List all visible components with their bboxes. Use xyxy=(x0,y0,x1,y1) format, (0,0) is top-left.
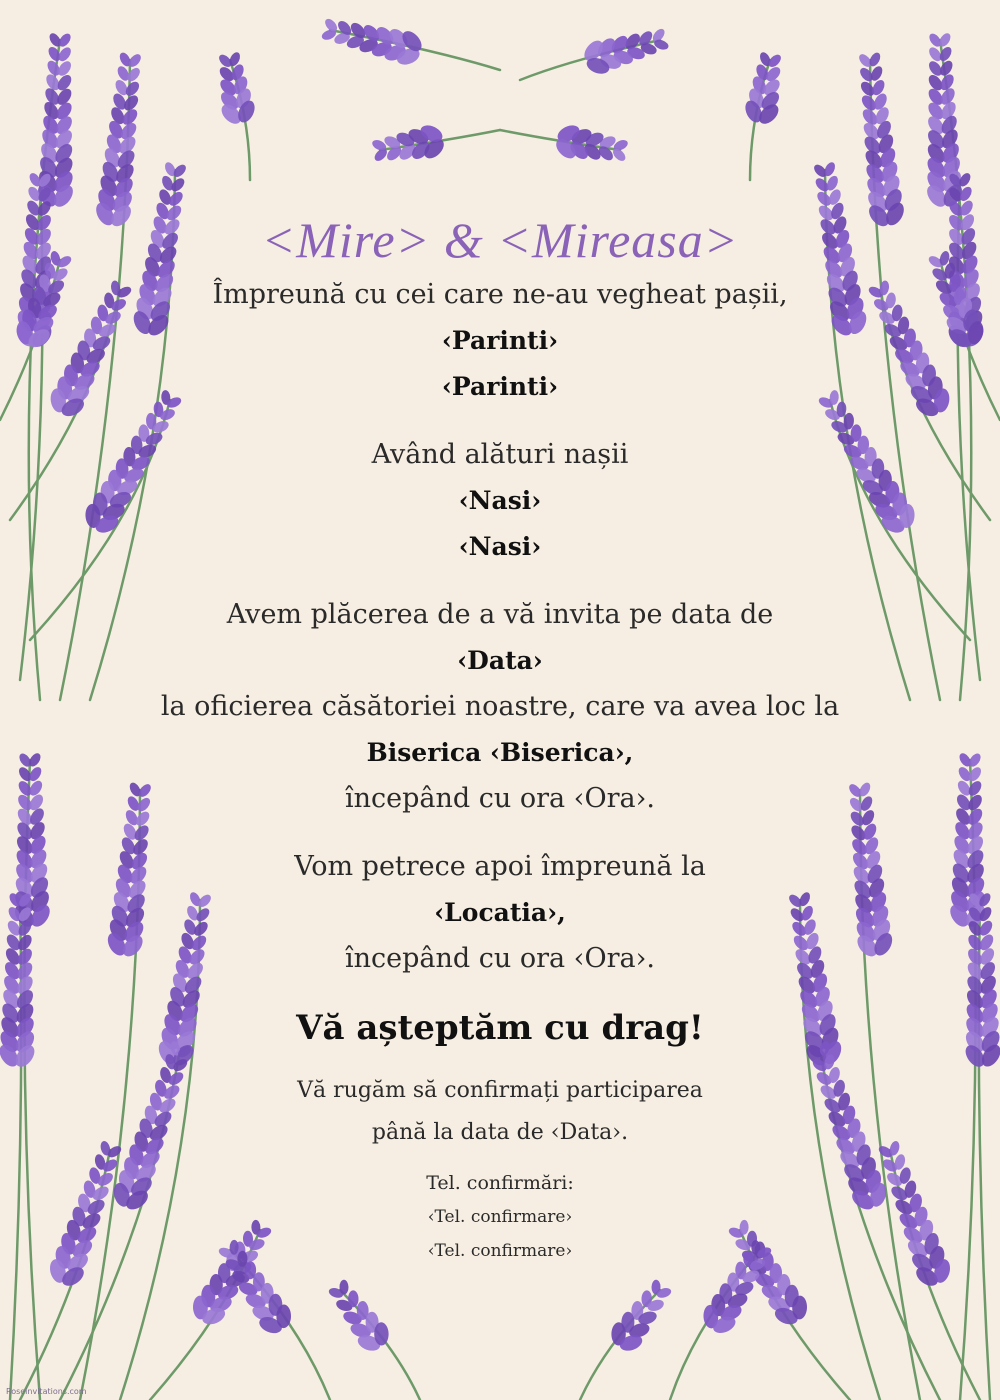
party-line: Vom petrece apoi împreună la xyxy=(294,851,706,882)
godparents-1: ‹Nasi› xyxy=(458,486,542,515)
intro-line: Împreună cu cei care ne-au vegheat pașii, xyxy=(212,279,788,310)
ceremony-line: la oficierea căsătoriei noastre, care va avea loc la xyxy=(160,691,840,722)
godparents-intro: Având alături nașii xyxy=(371,439,629,470)
rsvp-line-2: până la data de ‹Data›. xyxy=(371,1120,629,1145)
phone-1: ‹Tel. confirmare› xyxy=(427,1207,573,1227)
event-date: ‹Data› xyxy=(457,646,543,675)
phone-2: ‹Tel. confirmare› xyxy=(427,1241,573,1261)
party-time: începând cu ora ‹Ora›. xyxy=(344,943,655,974)
couple-names-title: <Mire> & <Mireasa> xyxy=(261,212,739,268)
church-name: Biserica ‹Biserica›, xyxy=(366,738,634,767)
parents-1: ‹Parinti› xyxy=(441,326,559,355)
closing-message: Vă așteptăm cu drag! xyxy=(296,1008,704,1048)
invite-line: Avem plăcerea de a vă invita pe data de xyxy=(226,599,774,630)
party-location: ‹Locatia›, xyxy=(434,898,566,927)
ceremony-time: începând cu ora ‹Ora›. xyxy=(344,783,655,814)
footer-site: Roseinvitations.com xyxy=(6,1387,87,1396)
godparents-2: ‹Nasi› xyxy=(458,532,542,561)
invitation-text xyxy=(150,208,850,1268)
phone-label: Tel. confirmări: xyxy=(426,1172,574,1194)
parents-2: ‹Parinti› xyxy=(441,372,559,401)
rsvp-line-1: Vă rugăm să confirmați participarea xyxy=(297,1078,703,1103)
